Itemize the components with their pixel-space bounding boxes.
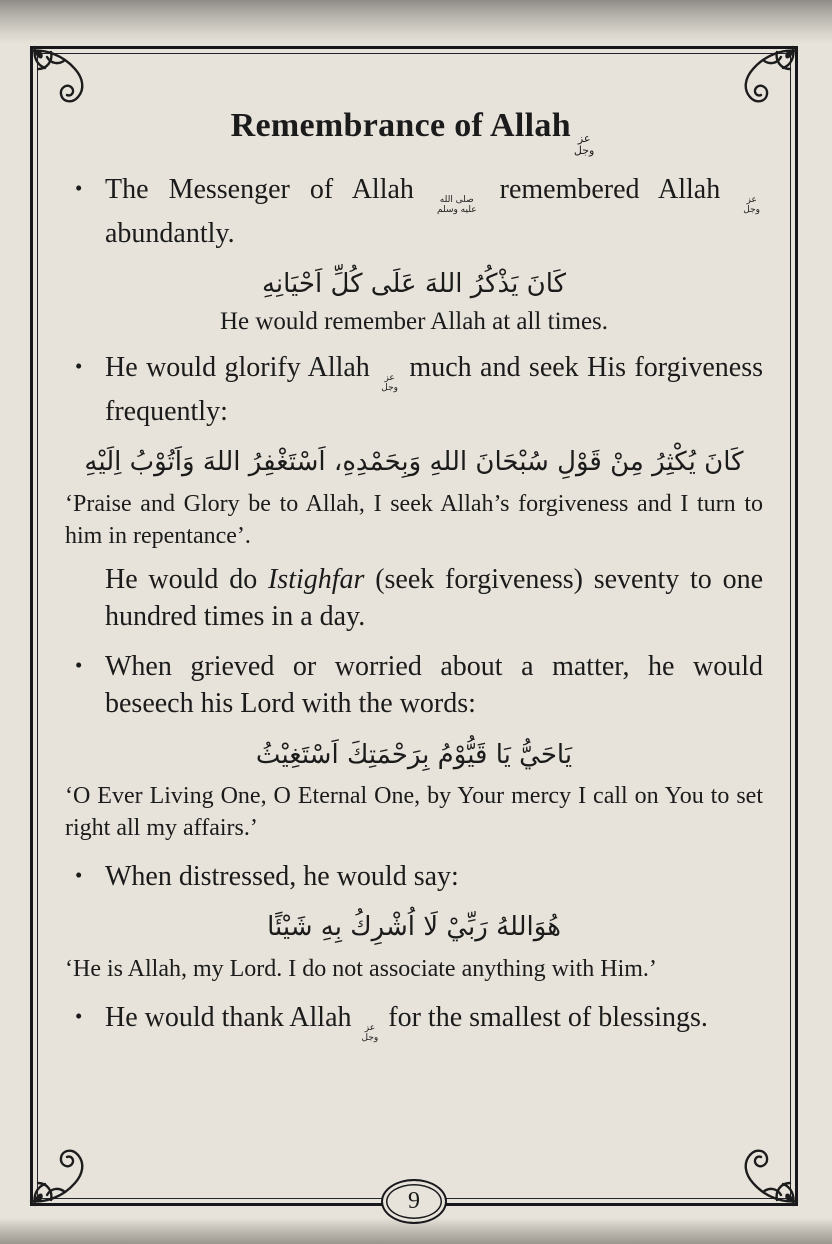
arabic-verse: هُوَاللهُ رَبِّيْ لَا اُشْرِكُ بِهِ شَيْئًا (267, 912, 561, 943)
bullet-icon: • (75, 863, 83, 888)
bullet-item (63, 999, 765, 1043)
honorific-saw-icon: صلى الله عليه وسلم (436, 194, 477, 215)
translation-text: He would remember Allah at all times. (219, 307, 609, 335)
translation-text: ‘Praise and Glory be to Allah, I seek Allah’s forgiveness and I turn to him in repentance’. (65, 490, 763, 549)
bullet-item (63, 858, 765, 895)
arabic-verse: كَانَ يَذْكُرُ اللهَ عَلَى كُلِّ اَحْيَانِهِ (261, 269, 567, 300)
page-title (63, 107, 765, 158)
decorative-border-frame (30, 46, 798, 1214)
page-number: 9 (408, 1188, 420, 1214)
bullet-icon: • (75, 653, 83, 678)
bullet-text: When grieved or worried about a matter, he would beseech his Lord with the words: (105, 651, 763, 720)
page-content (39, 55, 789, 1197)
honorific-jalla-icon: عز وجل (381, 372, 398, 393)
page-number-badge (381, 1179, 447, 1224)
honorific-jalla-icon: عز وجل (573, 132, 595, 158)
honorific-jalla-icon: عز وجل (743, 194, 761, 215)
bullet-text: When distressed, he would say: (105, 861, 459, 893)
scan-edge-top (0, 0, 832, 44)
body-text: He would do Istighfar (seek forgiveness) seventy to one hundred times in a day. (105, 563, 763, 632)
bullet-item (63, 171, 765, 252)
bullet-icon: • (75, 175, 83, 200)
translation-text: ‘He is Allah, my Lord. I do not associate anything with Him.’ (65, 955, 657, 982)
arabic-verse: كَانَ يُكْثِرُ مِنْ قَوْلِ سُبْحَانَ اللهِ وَبِحَمْدِهِ، اَسْتَغْفِرُ اللهَ وَاَتُوْبُ اِلَيْهِ (84, 447, 744, 478)
bullet-text: The Messenger of Allah صلى الله عليه وسلم remembered Allah عز وجل abundantly. (105, 173, 761, 249)
page-title-text: Remembrance of Allah (230, 107, 571, 144)
bullet-icon: • (75, 353, 83, 378)
bullet-text: He would glorify Allah عز وجل much and seek His forgiveness frequently: (105, 351, 763, 427)
honorific-jalla-icon: عز وجل (361, 1022, 379, 1043)
translation-text: ‘O Ever Living One, O Eternal One, by Your mercy I call on You to set right all my affairs.’ (65, 783, 763, 842)
istighfar-italic: Istighfar (267, 563, 365, 595)
bullet-item (63, 349, 765, 430)
bullet-item (63, 648, 765, 722)
arabic-verse: يَاحَيُّ يَا قَيُّوْمُ بِرَحْمَتِكَ اَسْتَغِيْثُ (255, 739, 573, 770)
bullet-text: He would thank Allah عز وجل for the smallest of blessings. (105, 1001, 708, 1043)
bullet-icon: • (75, 1003, 83, 1028)
